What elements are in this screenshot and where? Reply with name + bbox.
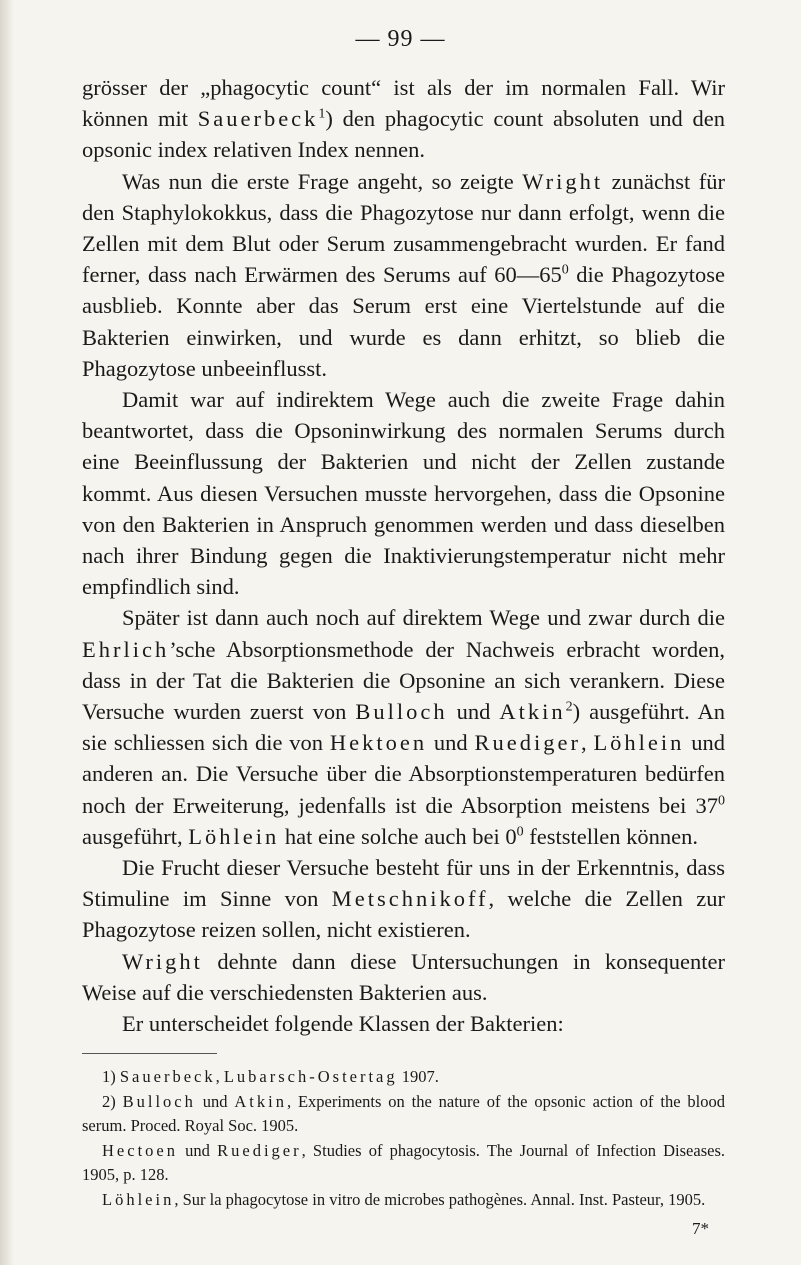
text-run: , Studies of phagocytosis. The Journal of Infection Diseases. 1905, p. 128. xyxy=(82,1140,725,1185)
footnote xyxy=(82,1065,725,1090)
author-name: Hektoen xyxy=(329,730,428,756)
author-name: Ruediger xyxy=(474,730,581,756)
text-run: Die Frucht dieser Versuche besteht für uns in der Erkenntnis, dass Stimuline im Sinne von xyxy=(82,855,725,912)
author-name: Atkin xyxy=(499,699,566,725)
text-run: 1) xyxy=(102,1067,120,1086)
footnote xyxy=(82,1188,725,1213)
author-name: Ehrlich xyxy=(82,636,170,662)
superscript: 0 xyxy=(561,262,569,278)
text-run: Was nun die erste Frage angeht, so zeigte xyxy=(122,168,523,194)
text-run: , xyxy=(580,730,594,756)
text-run: 1907. xyxy=(397,1067,439,1086)
text-run: und xyxy=(177,1140,218,1160)
text-run: 2) xyxy=(102,1091,123,1111)
author-name: Bulloch xyxy=(355,699,448,725)
superscript: 0 xyxy=(516,824,524,840)
text-run: und anderen an. Die Versuche über die Absorptionstemperaturen bedürfen noch der Erweiterung, jedenfalls ist die Absorption meistens bei 37 xyxy=(82,730,725,818)
paragraph xyxy=(82,166,725,384)
text-run: Er unterscheidet folgende Klassen der Bakterien: xyxy=(122,1011,564,1037)
superscript: 1 xyxy=(318,106,326,122)
text-run: , welche die Zellen zur Phagozytose reizen sollen, nicht existieren. xyxy=(82,886,725,943)
author-name: Hectoen xyxy=(102,1140,178,1160)
text-run: hat eine solche auch bei 0 xyxy=(279,823,517,849)
paragraph xyxy=(82,602,725,852)
superscript: 2 xyxy=(565,699,573,715)
footnote xyxy=(82,1139,725,1188)
text-run: ) den phagocytic count absoluten und den opsonic index relativen Index nennen. xyxy=(82,106,725,163)
text-run: , Experiments on the nature of the opsonic action of the blood serum. Proced. Royal Soc. 1905. xyxy=(82,1091,726,1136)
paragraph xyxy=(82,852,725,946)
footnote xyxy=(82,1090,725,1139)
signature-mark: 7* xyxy=(692,1219,709,1238)
text-run: und xyxy=(427,730,475,756)
author-name: Bulloch xyxy=(122,1091,196,1111)
footnotes xyxy=(82,1065,725,1213)
author-name: Löhlein xyxy=(593,730,685,756)
text-run: ) ausgeführt. An sie schliessen sich die von xyxy=(82,699,726,756)
author-name: Atkin xyxy=(234,1091,287,1111)
text-run: Später ist dann auch noch auf direktem Wege und zwar durch die xyxy=(122,605,725,631)
author-name: Löhlein xyxy=(188,823,280,849)
text-run: , Sur la phagocytose in vitro de microbes pathogènes. Annal. Inst. Pasteur, 1905. xyxy=(174,1189,706,1209)
paragraph xyxy=(82,1008,725,1039)
author-name: Wright xyxy=(522,168,604,194)
text-run: und xyxy=(447,699,500,725)
superscript: 0 xyxy=(718,793,725,809)
page-number: — 99 — xyxy=(355,26,446,52)
footnote-rule xyxy=(82,1053,217,1054)
text-run: feststellen können. xyxy=(523,823,698,849)
text-run: ausgeführt, xyxy=(82,823,189,849)
text-run: grösser der „phagocytic count“ ist als der im normalen Fall. Wir können mit xyxy=(82,75,725,132)
author-name: Sauerbeck xyxy=(197,106,319,132)
text-run: , xyxy=(215,1067,224,1086)
text-run: die Phagozytose ausblieb. Konnte aber das Serum erst eine Viertelstunde auf die Bakterien einwirken, und wurde es dann erhitzt, so blieb die Phagozytose unbeeinflusst. xyxy=(82,262,725,381)
paragraph xyxy=(82,384,725,602)
body-text xyxy=(82,72,725,1039)
text-run: ’sche Absorptionsmethode der Nachweis erbracht worden, dass in der Tat die Bakterien die Opsonine an sich verankern. Diese Versuche wurden zuerst von xyxy=(82,636,725,725)
text-run: dehnte dann diese Untersuchungen in konsequenter Weise auf die verschiedensten Bakterien aus. xyxy=(82,948,725,1005)
author-name: Lubarsch-Ostertag xyxy=(223,1067,398,1086)
text-run: zunächst für den Staphylokokkus, dass die Phagozytose nur dann erfolgt, wenn die Zellen mit dem Blut oder Serum zusammengebracht wurden. Er fand ferner, dass nach Erwärmen des Serums auf 60—65 xyxy=(82,168,725,288)
paragraph xyxy=(82,72,725,166)
author-name: Wright xyxy=(122,948,203,974)
author-name: Metschnikoff xyxy=(331,886,489,912)
author-name: Löhlein xyxy=(102,1189,175,1209)
author-name: Ruediger xyxy=(217,1140,302,1160)
author-name: Sauerbeck xyxy=(119,1067,216,1086)
page-edge-shadow xyxy=(0,0,14,1265)
paragraph xyxy=(82,946,725,1008)
text-run: Damit war auf indirektem Wege auch die zweite Frage dahin beantwortet, dass die Opsoninwirkung des normalen Serums durch eine Beeinflussung der Bakterien und nicht der Zellen zustande kommt. Aus diesen Versuchen musste hervorgehen, dass die Opsonine von den Bakterien in Anspruch genommen werden und dass dieselben nach ihrer Bindung gegen die Inaktivierungstemperatur nicht mehr empfindlich sind. xyxy=(82,387,725,600)
text-run: und xyxy=(195,1091,235,1111)
